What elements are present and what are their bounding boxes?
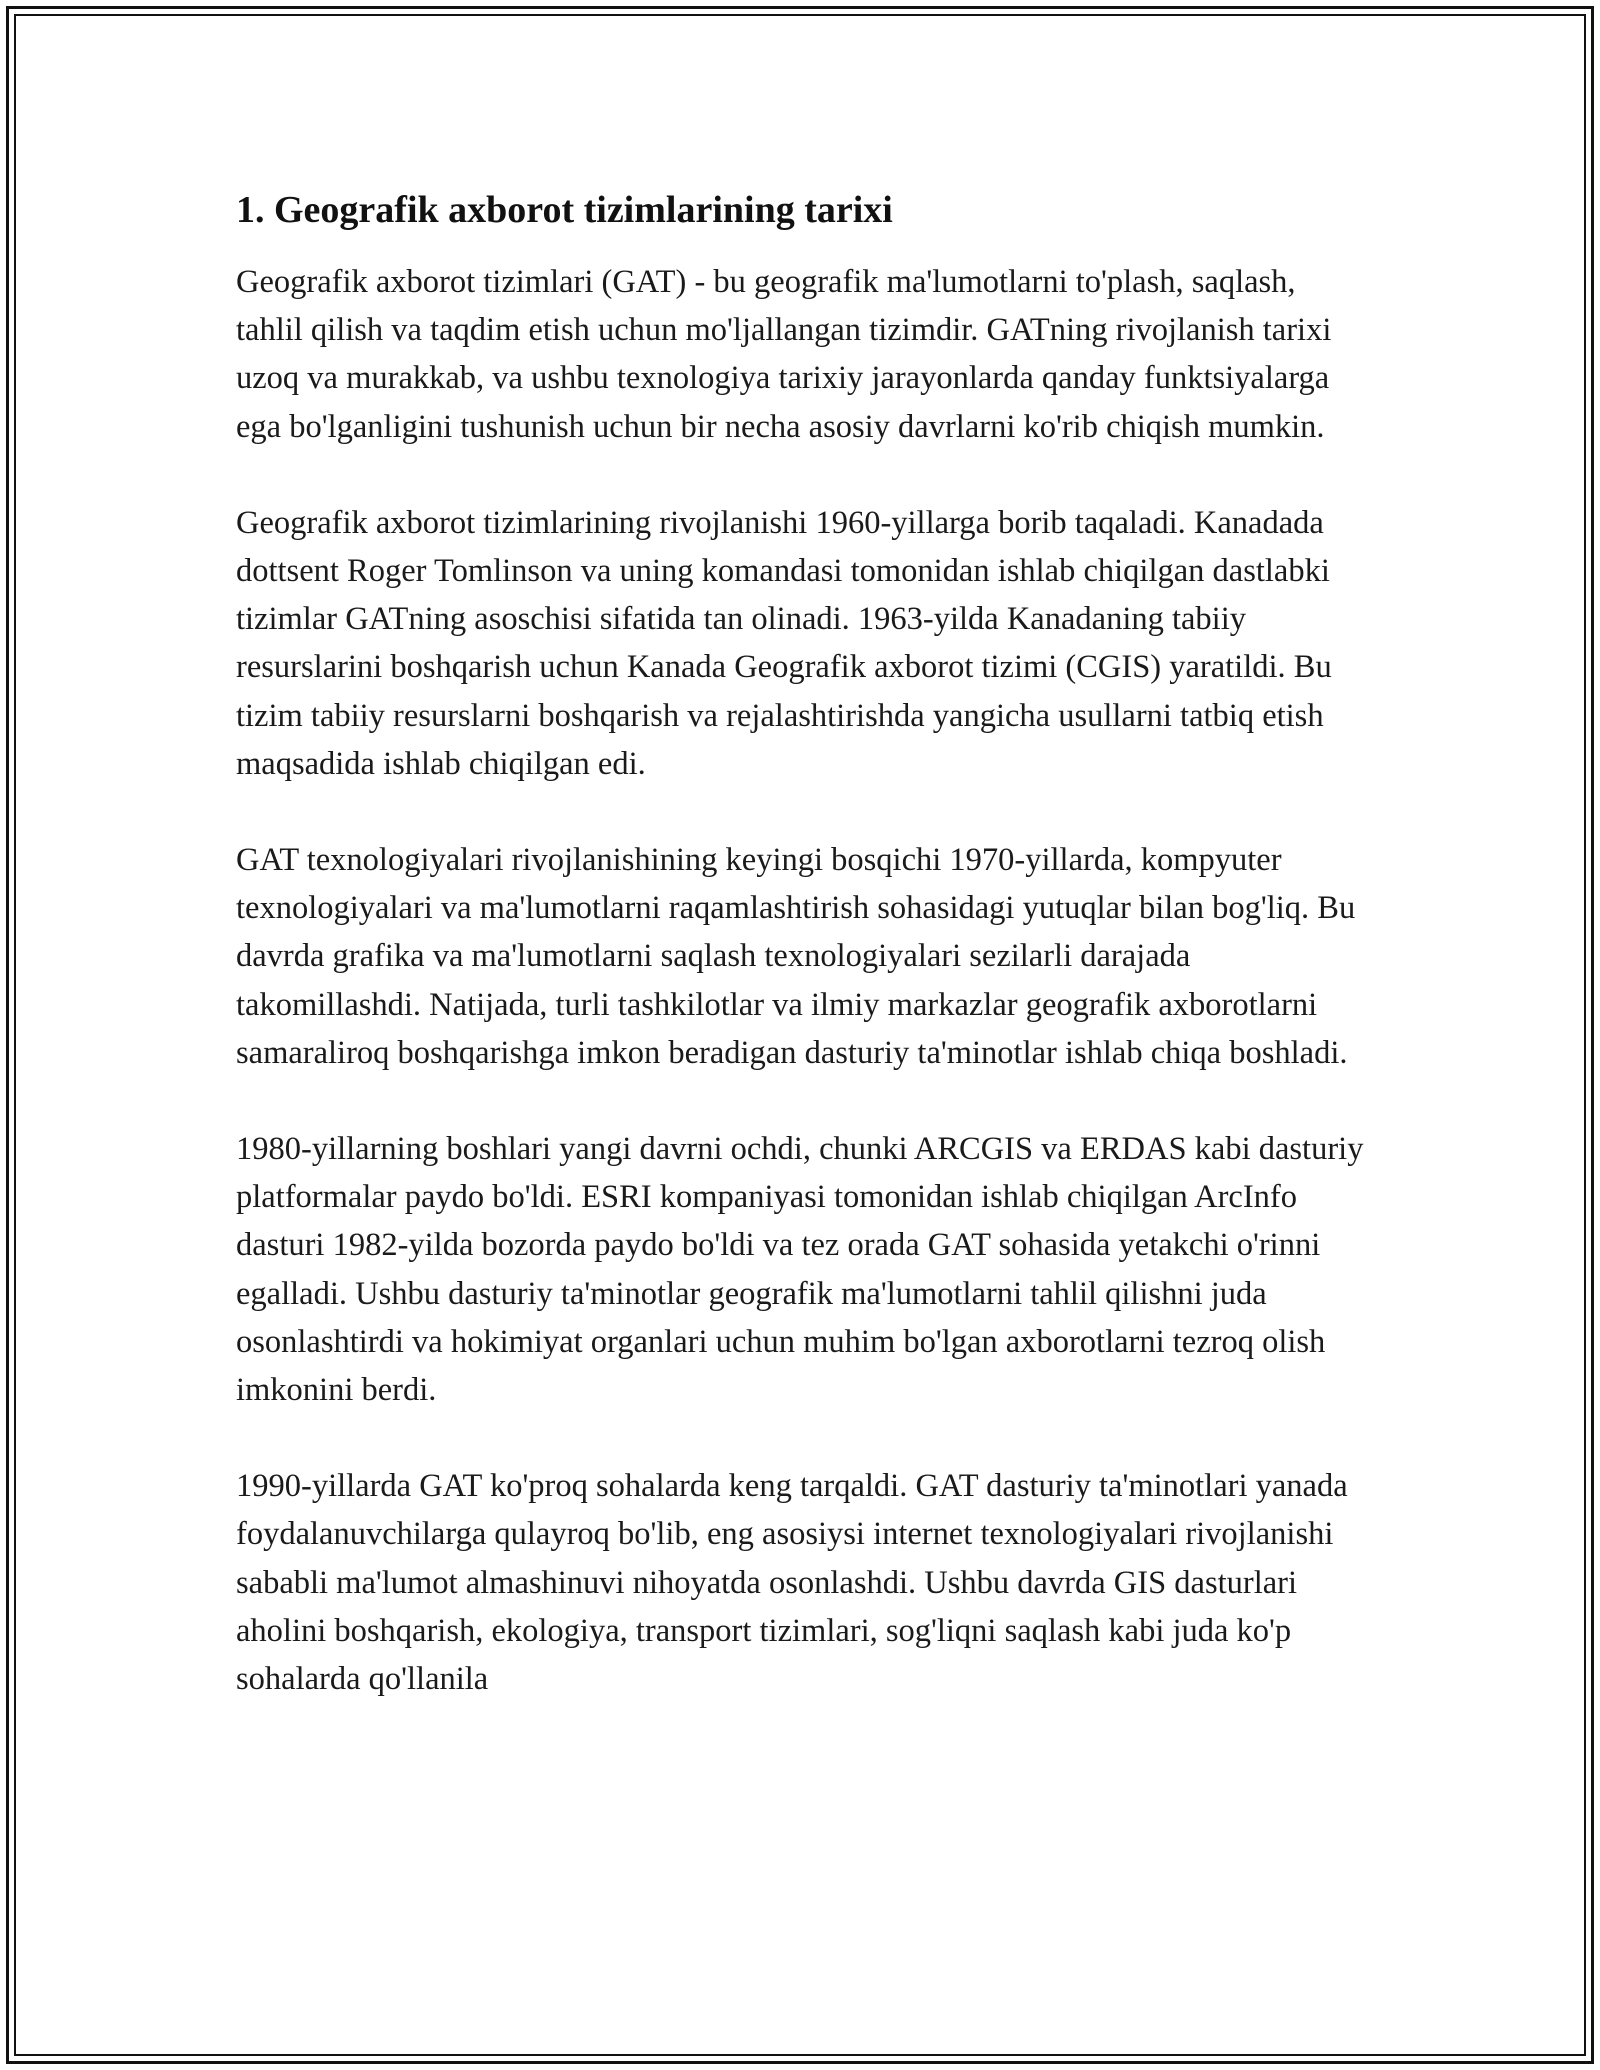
section-title: 1. Geografik axborot tizimlarining tarixi — [236, 189, 893, 231]
paragraph-1970s: GAT texnologiyalari rivojlanishining keyingi bosqichi 1970-yillarda, kompyuter texnologiyalari va ma'lumotlarni raqamlashtirish sohasidagi yutuqlar bilan bog'liq. Bu davrda grafika va ma'lumotlarni saqlash texnologiyalari sezilarli darajada takomillashdi. Natijada, turli tashkilotlar va ilmiy markazlar geografik axborotlarni samaraliroq boshqarishga imkon beradigan dasturiy ta'minotlar ishlab chiqa boshladi. — [236, 842, 1356, 1071]
paragraph-intro: Geografik axborot tizimlari (GAT) - bu geografik ma'lumotlarni to'plash, saqlash, tahlil qilish va taqdim etish uchun mo'ljallangan tizimdir. GATning rivojlanish tarixi uzoq va murakkab, va ushbu texnologiya tarixiy jarayonlarda qanday funktsiyalarga ega bo'lganligini tushunish uchun bir necha asosiy davrlarni ko'rib chiqish mumkin. — [236, 264, 1332, 445]
document-body — [236, 186, 1366, 1751]
paragraph-1960s: Geografik axborot tizimlarining rivojlanishi 1960-yillarga borib taqaladi. Kanadada dottsent Roger Tomlinson va uning komandasi tomonidan ishlab chiqilgan dastlabki tizimlar GATning asoschisi sifatida tan olinadi. 1963-yilda Kanadaning tabiiy resurslarini boshqarish uchun Kanada Geografik axborot tizimi (CGIS) yaratildi. Bu tizim tabiiy resurslarni boshqarish va rejalashtirishda yangicha usullarni tatbiq etish maqsadida ishlab chiqilgan edi. — [236, 504, 1332, 782]
paragraph-1990s: 1990-yillarda GAT ko'proq sohalarda keng tarqaldi. GAT dasturiy ta'minotlari yanada foydalanuvchilarga qulayroq bo'lib, eng asosiysi internet texnologiyalari rivojlanishi sababli ma'lumot almashinuvi nihoyatda osonlashdi. Ushbu davrda GIS dasturlari aholini boshqarish, ekologiya, transport tizimlari, sog'liqni saqlash kabi juda ko'p sohalarda qo'llanila — [236, 1468, 1348, 1698]
paragraph-1980s: 1980-yillarning boshlari yangi davrni ochdi, chunki ARCGIS va ERDAS kabi dasturiy platformalar paydo bo'ldi. ESRI kompaniyasi tomonidan ishlab chiqilgan ArcInfo dasturi 1982-yilda bozorda paydo bo'ldi va tez orada GAT sohasida yetakchi o'rinni egalladi. Ushbu dasturiy ta'minotlar geografik ma'lumotlarni tahlil qilishni juda osonlashtirdi va hokimiyat organlari uchun muhim bo'lgan axborotlarni tezroq olish imkonini berdi. — [236, 1131, 1364, 1409]
